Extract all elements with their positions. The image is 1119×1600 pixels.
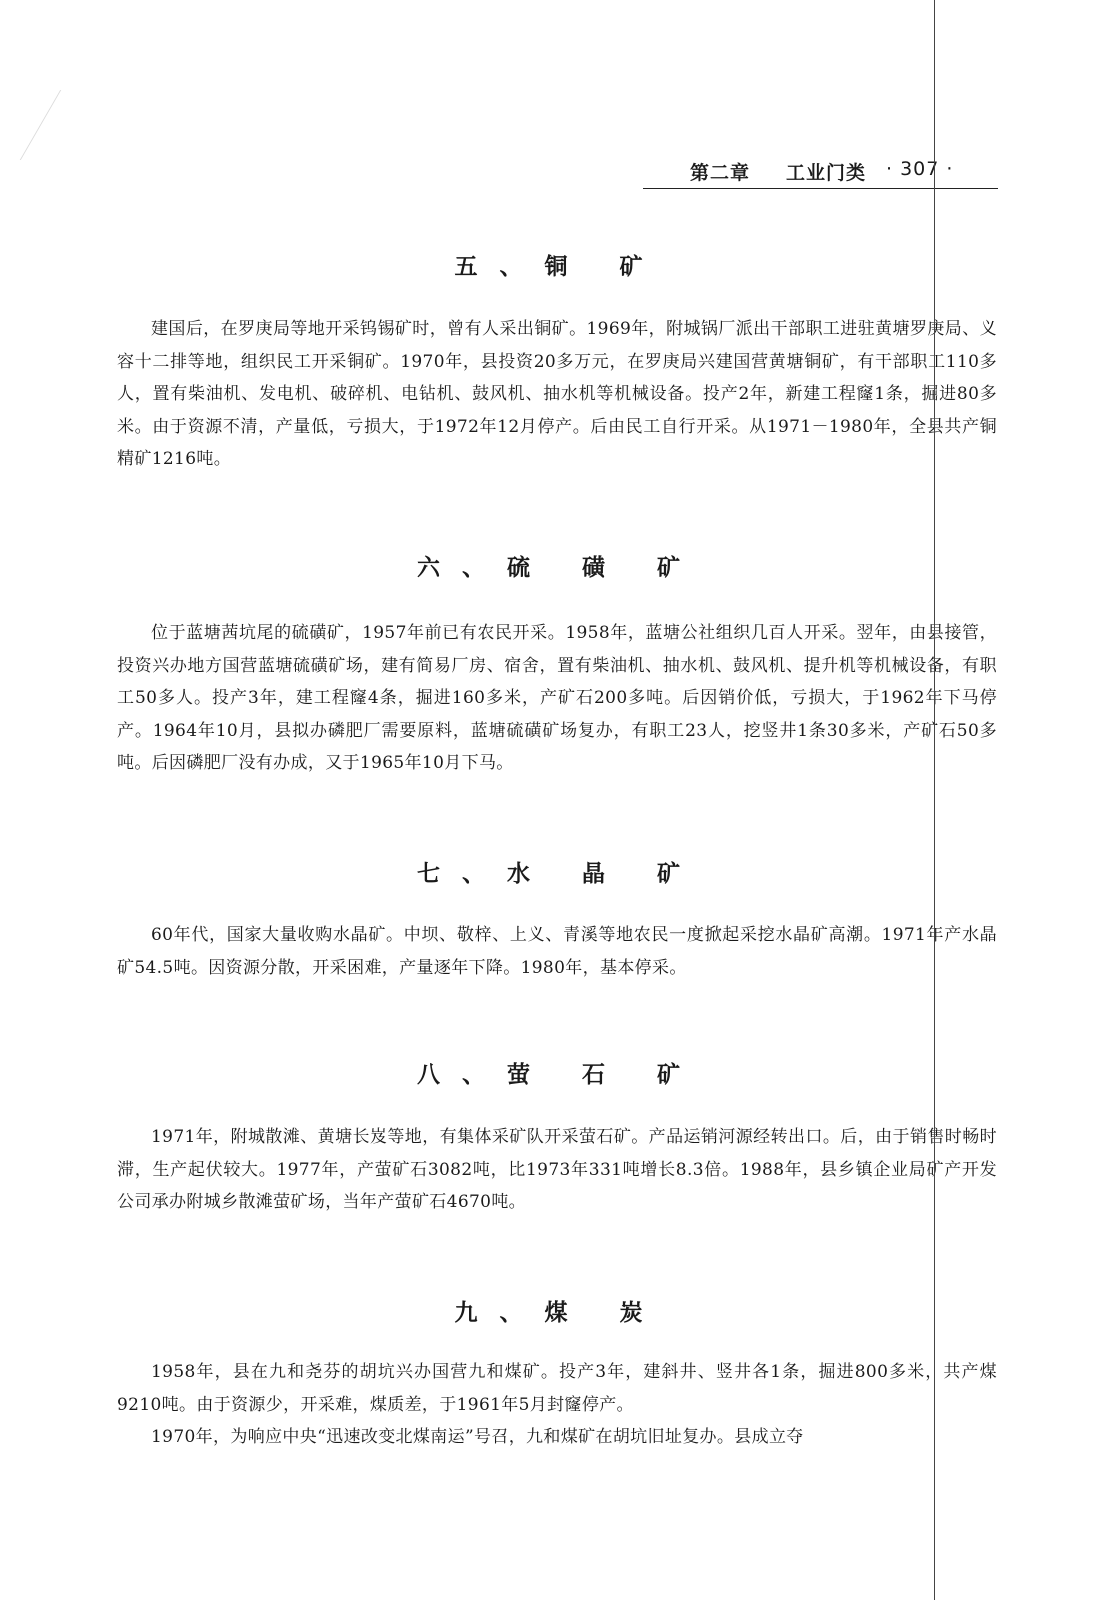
- paragraph: 60年代，国家大量收购水晶矿。中坝、敬梓、上义、青溪等地农民一度掀起采挖水晶矿高潮。1971年产水晶矿54.5吨。因资源分散，开采困难，产量逐年下降。1980年，基本停采。: [117, 925, 997, 978]
- paragraph: 1970年，为响应中央“迅速改变北煤南运”号召，九和煤矿在胡坑旧址复办。县成立夺: [151, 1427, 804, 1447]
- section-body: [117, 1121, 997, 1219]
- paragraph: 位于蓝塘茜坑尾的硫磺矿，1957年前已有农民开采。1958年，蓝塘公社组织几百人开采。翌年，由县接管，投资兴办地方国营蓝塘硫磺矿场，建有简易厂房、宿舍，置有柴油机、抽水机、鼓风机、提升机等机械设备，有职工50多人。投产3年，建工程窿4条，掘进160多米，产矿石200多吨。后因销价低，亏损大，于1962年下马停产。1964年10月，县拟办磷肥厂需要原料，蓝塘硫磺矿场复办，有职工23人，挖竖井1条30多米，产矿石50多吨。后因磷肥厂没有办成，又于1965年10月下马。: [117, 623, 997, 773]
- paragraph: 1958年，县在九和尧芬的胡坑兴办国营九和煤矿。投产3年，建斜井、竖井各1条，掘进800多米，共产煤9210吨。由于资源少，开采难，煤质差，于1961年5月封窿停产。: [117, 1362, 997, 1415]
- section-title: 八、萤 石 矿: [416, 1062, 702, 1088]
- paragraph: 1971年，附城散滩、黄塘长岌等地，有集体采矿队开采萤石矿。产品运销河源经转出口。后，由于销售时畅时滞，生产起伏较大。1977年，产萤矿石3082吨，比1973年331吨增长8.3倍。1988年，县乡镇企业局矿产开发公司承办附城乡散滩萤矿场，当年产萤矿石4670吨。: [117, 1127, 997, 1212]
- page-number: · 307 ·: [886, 158, 954, 180]
- header-rule: [643, 188, 998, 189]
- paragraph: 建国后，在罗庚局等地开采钨锡矿时，曾有人采出铜矿。1969年，附城锅厂派出干部职工进驻黄塘罗庚局、义容十二排等地，组织民工开采铜矿。1970年，县投资20多万元，在罗庚局兴建国营黄塘铜矿，有干部职工110多人，置有柴油机、发电机、破碎机、电钻机、鼓风机、抽水机等机械设备。投产2年，新建工程窿1条，掘进80多米。由于资源不清，产量低，亏损大，于1972年12月停产。后由民工自行开采。从1971－1980年，全县共产铜精矿1216吨。: [117, 319, 997, 469]
- section-title: 五、铜 矿: [454, 254, 665, 280]
- section-body: [117, 919, 997, 984]
- section-body: [117, 1356, 997, 1454]
- category-label: 工业门类: [786, 162, 867, 184]
- binding-crease-line: [934, 0, 935, 1600]
- chapter-label: 第二章: [690, 162, 751, 184]
- section-body: [117, 313, 997, 476]
- section-title: 七、水 晶 矿: [416, 861, 702, 887]
- section-title: 九、煤 炭: [454, 1300, 665, 1326]
- scan-edge-mark: [0, 90, 61, 160]
- section-body: [117, 617, 997, 780]
- section-title: 六、硫 磺 矿: [416, 555, 702, 581]
